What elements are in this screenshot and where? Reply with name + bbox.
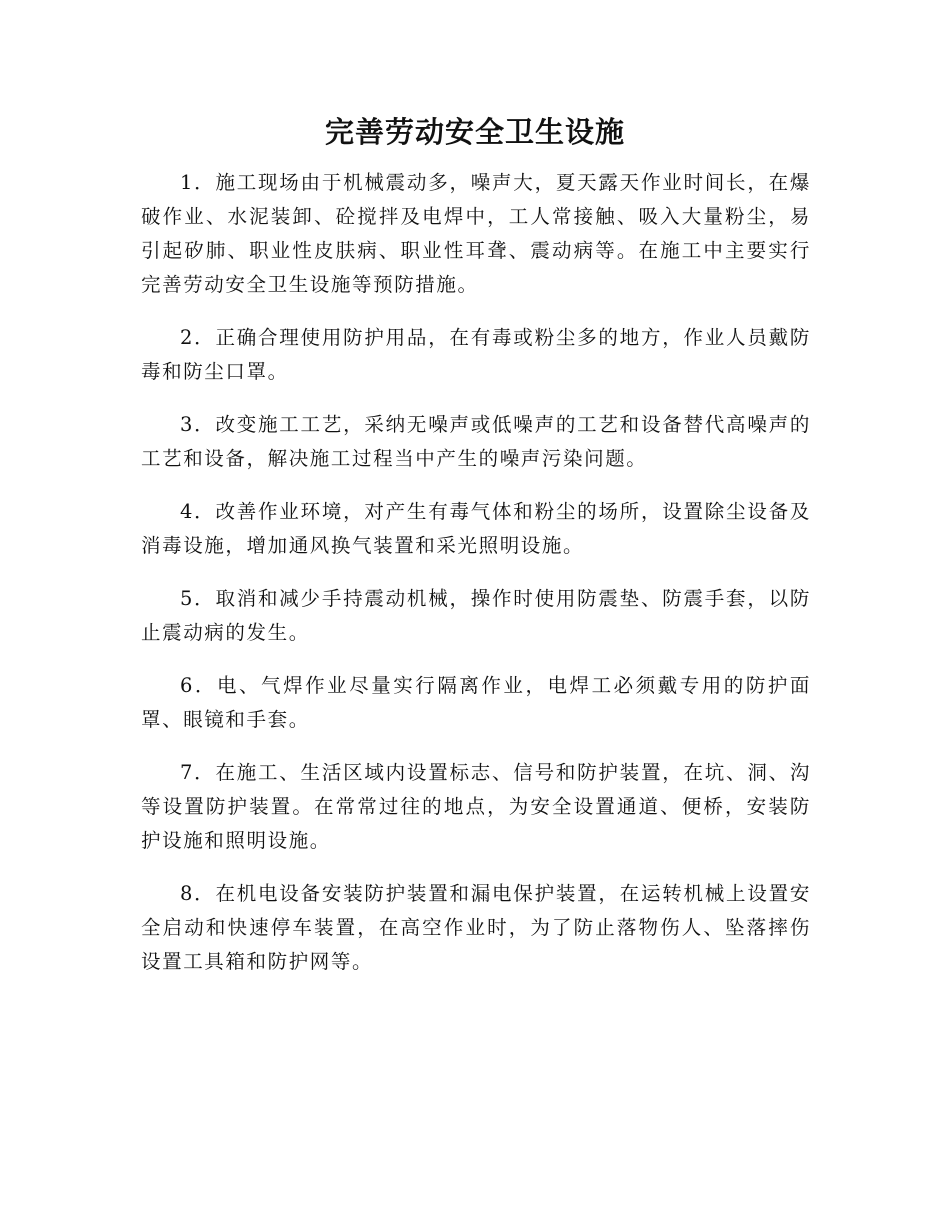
paragraph-5: 5．取消和减少手持震动机械，操作时使用防震垫、防震手套，以防止震动病的发生。 xyxy=(141,587,811,644)
document-body xyxy=(141,166,811,998)
paragraph-7: 7．在施工、生活区域内设置标志、信号和防护装置，在坑、洞、沟等设置防护装置。在常常过往的地点，为安全设置通道、便桥，安装防护设施和照明设施。 xyxy=(141,761,811,852)
paragraph-4: 4．改善作业环境，对产生有毒气体和粉尘的场所，设置除尘设备及消毒设施，增加通风换气装置和采光照明设施。 xyxy=(141,500,811,557)
paragraph-8: 8．在机电设备安装防护装置和漏电保护装置，在运转机械上设置安全启动和快速停车装置，在高空作业时，为了防止落物伤人、坠落摔伤设置工具箱和防护网等。 xyxy=(141,882,811,973)
paragraph-3: 3．改变施工工艺，采纳无噪声或低噪声的工艺和设备替代高噪声的工艺和设备，解决施工过程当中产生的噪声污染问题。 xyxy=(141,413,811,470)
paragraph-1: 1．施工现场由于机械震动多，噪声大，夏天露天作业时间长，在爆破作业、水泥装卸、砼搅拌及电焊中，工人常接触、吸入大量粉尘，易引起矽肺、职业性皮肤病、职业性耳聋、震动病等。在施工中主要实行完善劳动安全卫生设施等预防措施。 xyxy=(141,171,811,296)
paragraph-2: 2．正确合理使用防护用品，在有毒或粉尘多的地方，作业人员戴防毒和防尘口罩。 xyxy=(141,326,811,383)
paragraph-6: 6．电、气焊作业尽量实行隔离作业，电焊工必须戴专用的防护面罩、眼镜和手套。 xyxy=(141,674,811,731)
document-title: 完善劳动安全卫生设施 xyxy=(324,115,625,149)
